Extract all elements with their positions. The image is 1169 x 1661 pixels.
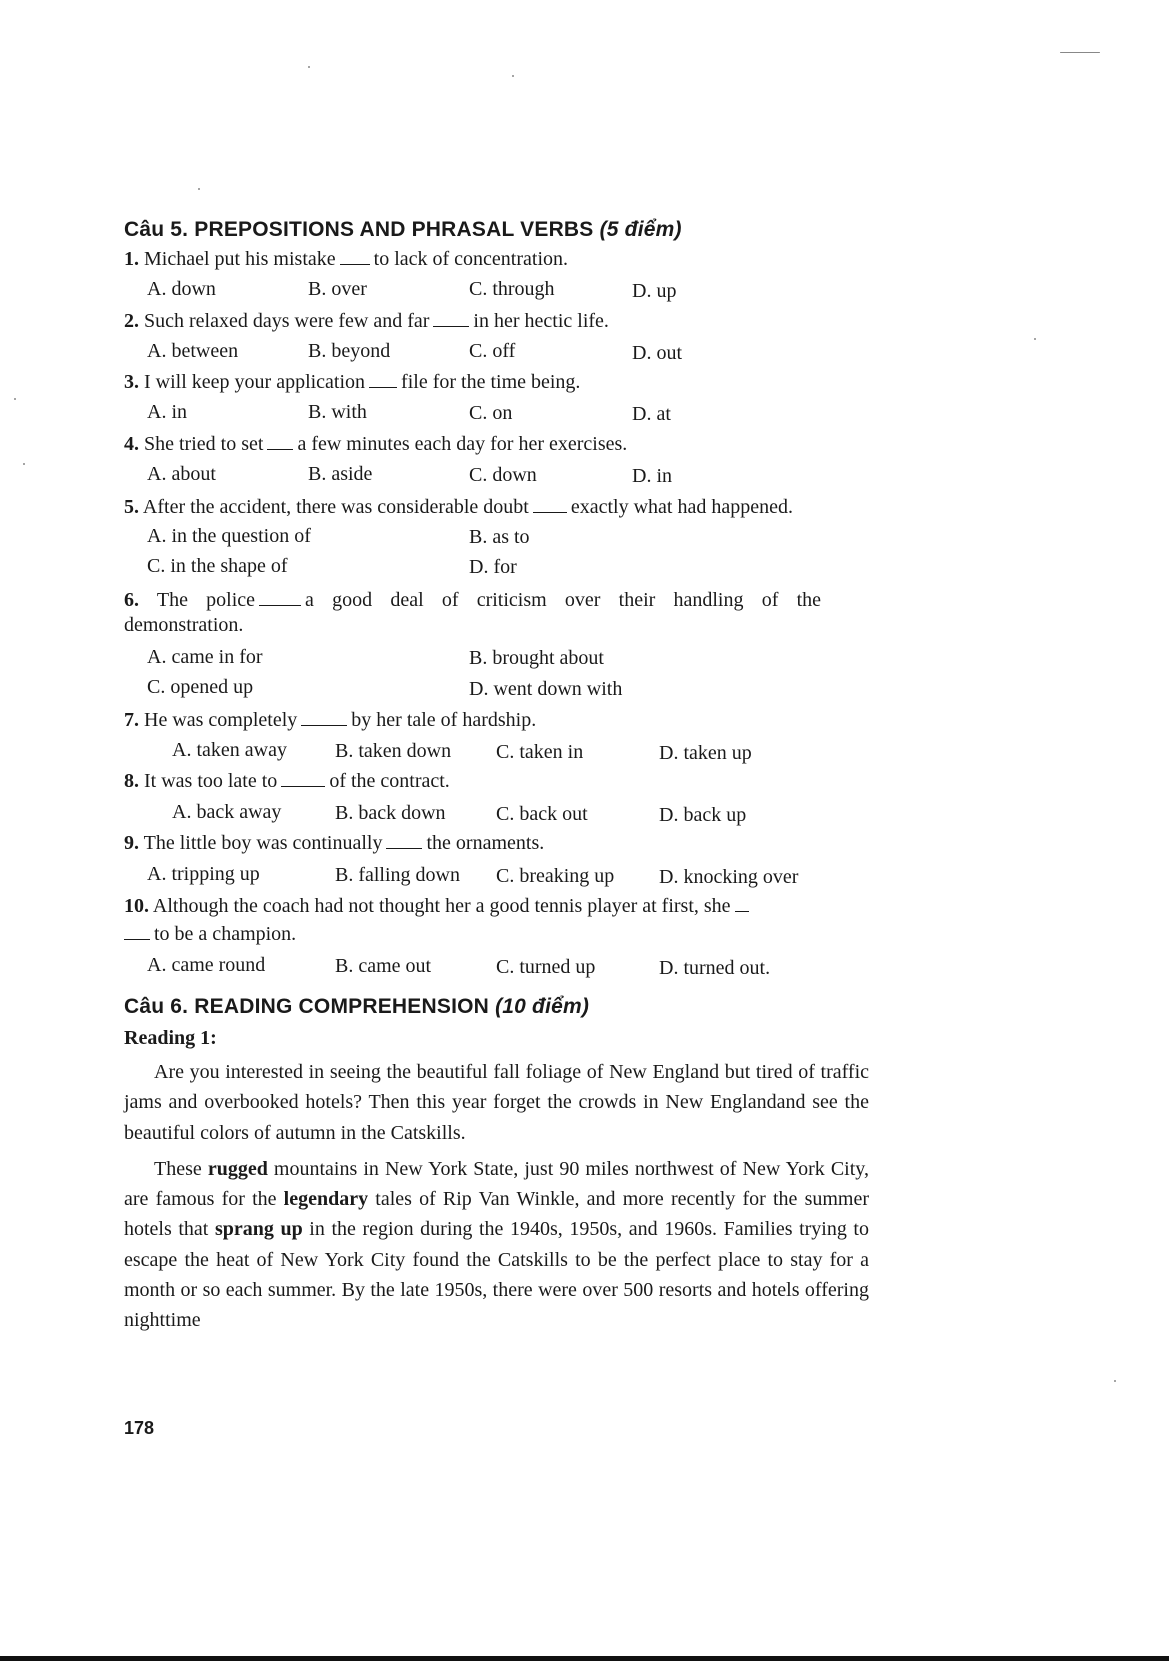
question-text-end: the ornaments. — [426, 832, 545, 854]
option-d: D. taken up — [659, 742, 752, 764]
question-number: 8. — [124, 770, 139, 792]
question-number: 10. — [124, 895, 149, 917]
scan-speck — [14, 398, 16, 400]
question-text-end: to lack of concentration. — [373, 248, 569, 270]
question-1 — [124, 247, 568, 271]
question-text-end: by her tale of hardship. — [351, 709, 537, 731]
question-text: The police — [156, 589, 256, 611]
option-c: C. on — [469, 402, 513, 424]
question-text-continued: demonstration. — [124, 614, 244, 636]
option-a: A. between — [147, 340, 239, 362]
question-text-end: of the contract. — [329, 770, 450, 792]
option-d: D. went down with — [469, 678, 623, 700]
answer-blank — [340, 249, 370, 265]
option-d: D. in — [632, 465, 672, 487]
scan-speck — [1034, 338, 1036, 340]
question-text: After the accident, there was considerable doubt — [142, 496, 529, 518]
option-a: A. in — [147, 401, 187, 423]
option-c: C. off — [469, 340, 516, 362]
question-number: 4. — [124, 433, 139, 455]
vocab-legendary: legendary — [283, 1188, 369, 1211]
question-number: 9. — [124, 832, 139, 854]
answer-blank — [301, 710, 347, 726]
option-b: B. with — [308, 401, 367, 423]
question-6 — [124, 588, 821, 612]
question-number: 2. — [124, 310, 139, 332]
option-b: B. taken down — [335, 740, 452, 762]
option-b: B. beyond — [308, 340, 391, 362]
question-10 — [124, 894, 753, 918]
option-a: A. tripping up — [147, 863, 260, 885]
answer-blank — [369, 372, 397, 388]
option-b: B. falling down — [335, 864, 460, 886]
option-d: D. back up — [659, 804, 747, 826]
option-c: C. through — [469, 278, 555, 300]
question-number: 6. — [124, 589, 139, 611]
option-b: B. over — [308, 278, 367, 300]
scan-speck — [1060, 52, 1100, 53]
option-b: B. aside — [308, 463, 373, 485]
option-c: C. taken in — [496, 741, 584, 763]
section-6-title: READING COMPREHENSION — [194, 995, 490, 1018]
question-10-continued — [124, 922, 296, 946]
option-a: A. in the question of — [147, 525, 311, 547]
vocab-sprang-up: sprang up — [214, 1218, 303, 1241]
question-text-end: file for the time being. — [401, 371, 581, 393]
question-text-continued: to be a champion. — [154, 923, 297, 945]
question-text: The little boy was continually — [143, 832, 383, 854]
option-b: B. back down — [335, 802, 446, 824]
question-number: 5. — [124, 496, 139, 518]
option-d: D. up — [632, 280, 677, 302]
question-text: I will keep your application — [144, 371, 366, 393]
option-b: B. came out — [335, 955, 432, 977]
question-text: She tried to set — [144, 433, 264, 455]
question-text: Although the coach had not thought her a good tennis player at first, she — [152, 895, 731, 917]
section-6-heading — [124, 995, 589, 1019]
option-d: D. turned out. — [659, 957, 771, 979]
vocab-rugged: rugged — [207, 1157, 268, 1180]
option-a: A. taken away — [172, 739, 287, 761]
option-d: D. knocking over — [659, 866, 799, 888]
question-3 — [124, 370, 580, 394]
scan-bottom-edge — [0, 1656, 1169, 1661]
reading-title: Reading 1: — [124, 1027, 217, 1049]
page-number: 178 — [124, 1418, 155, 1438]
scan-speck — [23, 463, 25, 465]
question-number: 3. — [124, 371, 139, 393]
answer-blank — [281, 771, 325, 787]
option-c: C. breaking up — [496, 865, 615, 887]
question-text-end: a few minutes each day for her exercises. — [297, 433, 628, 455]
answer-blank — [267, 434, 293, 450]
option-c: C. back out — [496, 803, 588, 825]
option-a: A. about — [147, 463, 216, 485]
answer-blank — [259, 590, 301, 606]
question-2 — [124, 309, 609, 333]
question-4 — [124, 432, 627, 456]
section-5-title: PREPOSITIONS AND PHRASAL VERBS — [194, 218, 594, 241]
question-text: It was too late to — [144, 770, 278, 792]
answer-blank — [735, 896, 749, 912]
option-b: B. brought about — [469, 647, 604, 669]
question-9 — [124, 831, 544, 855]
scan-speck — [198, 188, 200, 190]
question-5 — [124, 495, 793, 519]
paragraph-1: Are you interested in seeing the beautiful fall foliage of New England but tired of traffic jams and overbooked hotels? Then this year forget the crowds in New Englandand see the beautiful colors of autumn in the Catskills. — [124, 1061, 869, 1144]
option-d: D. out — [632, 342, 682, 364]
option-d: D. for — [469, 556, 517, 578]
option-b: B. as to — [469, 526, 530, 548]
question-text: He was completely — [144, 709, 298, 731]
answer-blank — [124, 924, 150, 940]
option-a: A. back away — [172, 801, 282, 823]
option-d: D. at — [632, 403, 671, 425]
answer-blank — [533, 497, 567, 513]
section-6-label: Câu 6. — [124, 995, 189, 1018]
reading-passage — [124, 1057, 869, 1336]
question-7 — [124, 708, 536, 732]
question-text-end: a good deal of criticism over their handling of the — [305, 589, 821, 611]
question-number: 1. — [124, 248, 139, 270]
option-a: A. came round — [147, 954, 266, 976]
option-c: C. in the shape of — [147, 555, 288, 577]
section-5-points: (5 điểm) — [599, 218, 682, 241]
paragraph-2: These rugged mountains in New York State, just 90 miles northwest of New York City, are famous for the legendary tales of Rip Van Winkle, and more recently for the summer hotels that sprang up in the region during the 1940s, 1950s, and 1960s. Families trying to escape the heat of New York City found the Catskills to be the perfect place to stay for a month or so each summer. By the late 1950s, there were over 500 resorts and hotels offering nighttime — [124, 1157, 870, 1332]
section-5-label: Câu 5. — [124, 218, 189, 241]
question-text-end: in her hectic life. — [473, 310, 609, 332]
scan-speck — [1114, 1380, 1116, 1382]
option-a: A. down — [147, 278, 216, 300]
question-text-end: exactly what had happened. — [570, 496, 793, 518]
option-c: C. down — [469, 464, 537, 486]
option-c: C. turned up — [496, 956, 596, 978]
section-5-heading — [124, 218, 682, 242]
scan-speck — [308, 66, 310, 68]
option-a: A. came in for — [147, 646, 263, 668]
question-8 — [124, 769, 450, 793]
question-text: Michael put his mistake — [144, 248, 336, 270]
question-number: 7. — [124, 709, 139, 731]
section-6-points: (10 điểm) — [495, 995, 590, 1018]
question-text: Such relaxed days were few and far — [144, 310, 430, 332]
answer-blank — [386, 833, 422, 849]
scan-speck — [512, 75, 514, 77]
answer-blank — [433, 311, 469, 327]
option-c: C. opened up — [147, 676, 254, 698]
